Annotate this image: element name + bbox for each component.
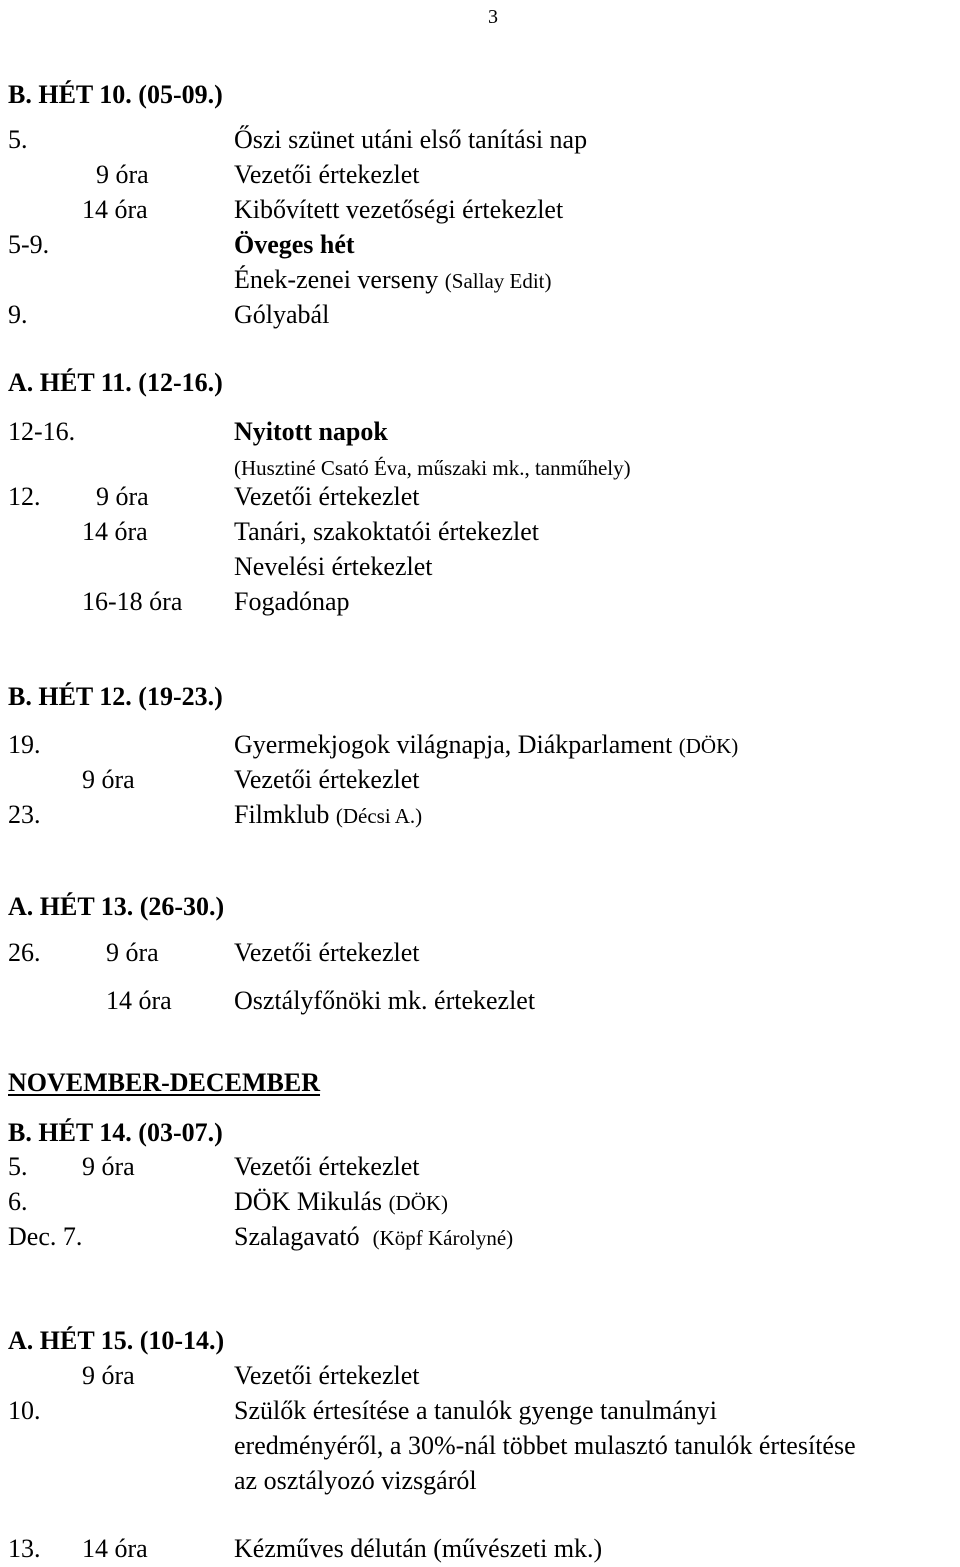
- date-label: 12.: [8, 482, 41, 511]
- week-heading: B. HÉT 14. (03-07.): [8, 1118, 223, 1147]
- event-title: Filmklub: [234, 800, 330, 829]
- event-title: Gyermekjogok világnapja, Diákparlament: [234, 730, 673, 759]
- week-heading: A. HÉT 13. (26-30.): [8, 892, 225, 921]
- event-text: Fogadónap: [234, 587, 350, 616]
- date-label: 6.: [8, 1187, 28, 1216]
- page-number: 3: [488, 6, 498, 28]
- event-note: (Sallay Edit): [444, 269, 552, 293]
- month-heading: NOVEMBER-DECEMBER: [8, 1068, 321, 1097]
- time-label: 9 óra: [96, 482, 149, 511]
- date-label: Dec. 7.: [8, 1222, 83, 1251]
- event-text: eredményéről, a 30%-nál többet mulasztó tanulók értesítése: [234, 1431, 856, 1460]
- event-text: Nevelési értekezlet: [234, 552, 433, 581]
- week-heading: A. HÉT 11. (12-16.): [8, 368, 223, 397]
- event-text: [234, 800, 422, 831]
- event-text: Vezetői értekezlet: [234, 1361, 420, 1390]
- time-label: 9 óra: [96, 160, 149, 189]
- event-text: Nyitott napok: [234, 417, 388, 446]
- event-title: DÖK Mikulás: [234, 1187, 383, 1216]
- date-label: 12-16.: [8, 417, 76, 446]
- event-text: [234, 265, 552, 296]
- week-heading: A. HÉT 15. (10-14.): [8, 1326, 225, 1355]
- time-label: 9 óra: [106, 938, 159, 967]
- event-text: Öveges hét: [234, 230, 355, 259]
- event-text: Gólyabál: [234, 300, 330, 329]
- event-text: Tanári, szakoktatói értekezlet: [234, 517, 539, 546]
- note-part: (Husztiné Csató Éva, műszaki mk.: [234, 456, 525, 480]
- event-text: Vezetői értekezlet: [234, 1152, 420, 1181]
- time-label: 14 óra: [82, 1534, 148, 1563]
- event-note: (Décsi A.): [335, 804, 423, 828]
- week-heading: B. HÉT 12. (19-23.): [8, 682, 223, 711]
- event-text: [234, 1187, 448, 1218]
- time-label: 9 óra: [82, 1152, 135, 1181]
- event-note: (Köpf Károlyné): [372, 1226, 514, 1250]
- time-label: 9 óra: [82, 765, 135, 794]
- time-label: 16-18 óra: [82, 587, 183, 616]
- event-text: Szülők értesítése a tanulók gyenge tanulmányi: [234, 1396, 718, 1425]
- event-text: Őszi szünet utáni első tanítási nap: [234, 125, 588, 154]
- event-title: Ének-zenei verseny: [234, 265, 439, 294]
- date-label: 19.: [8, 730, 41, 759]
- date-label: 5.: [8, 125, 28, 154]
- event-note: (DÖK): [678, 734, 739, 758]
- event-text: Vezetői értekezlet: [234, 160, 420, 189]
- date-label: 26.: [8, 938, 41, 967]
- event-text: az osztályozó vizsgáról: [234, 1466, 477, 1495]
- event-text: Vezetői értekezlet: [234, 938, 420, 967]
- date-label: 9.: [8, 300, 28, 329]
- date-label: 10.: [8, 1396, 41, 1425]
- week-heading: B. HÉT 10. (05-09.): [8, 80, 223, 109]
- event-text: [234, 1222, 513, 1253]
- event-note: (DÖK): [388, 1191, 449, 1215]
- date-label: 5-9.: [8, 230, 50, 259]
- note-part: , tanműhely): [524, 456, 631, 480]
- date-label: 13.: [8, 1534, 41, 1563]
- event-text: [234, 730, 738, 761]
- time-label: 14 óra: [82, 517, 148, 546]
- event-text: Osztályfőnöki mk. értekezlet: [234, 986, 536, 1015]
- event-text: Kézműves délután (művészeti mk.): [234, 1534, 603, 1563]
- event-text: Vezetői értekezlet: [234, 482, 420, 511]
- event-text: Vezetői értekezlet: [234, 765, 420, 794]
- event-title: Szalagavató: [234, 1222, 360, 1251]
- time-label: 9 óra: [82, 1361, 135, 1390]
- date-label: 5.: [8, 1152, 28, 1181]
- date-label: 23.: [8, 800, 41, 829]
- event-text: Kibővített vezetőségi értekezlet: [234, 195, 564, 224]
- time-label: 14 óra: [82, 195, 148, 224]
- time-label: 14 óra: [106, 986, 172, 1015]
- event-note: [234, 452, 631, 483]
